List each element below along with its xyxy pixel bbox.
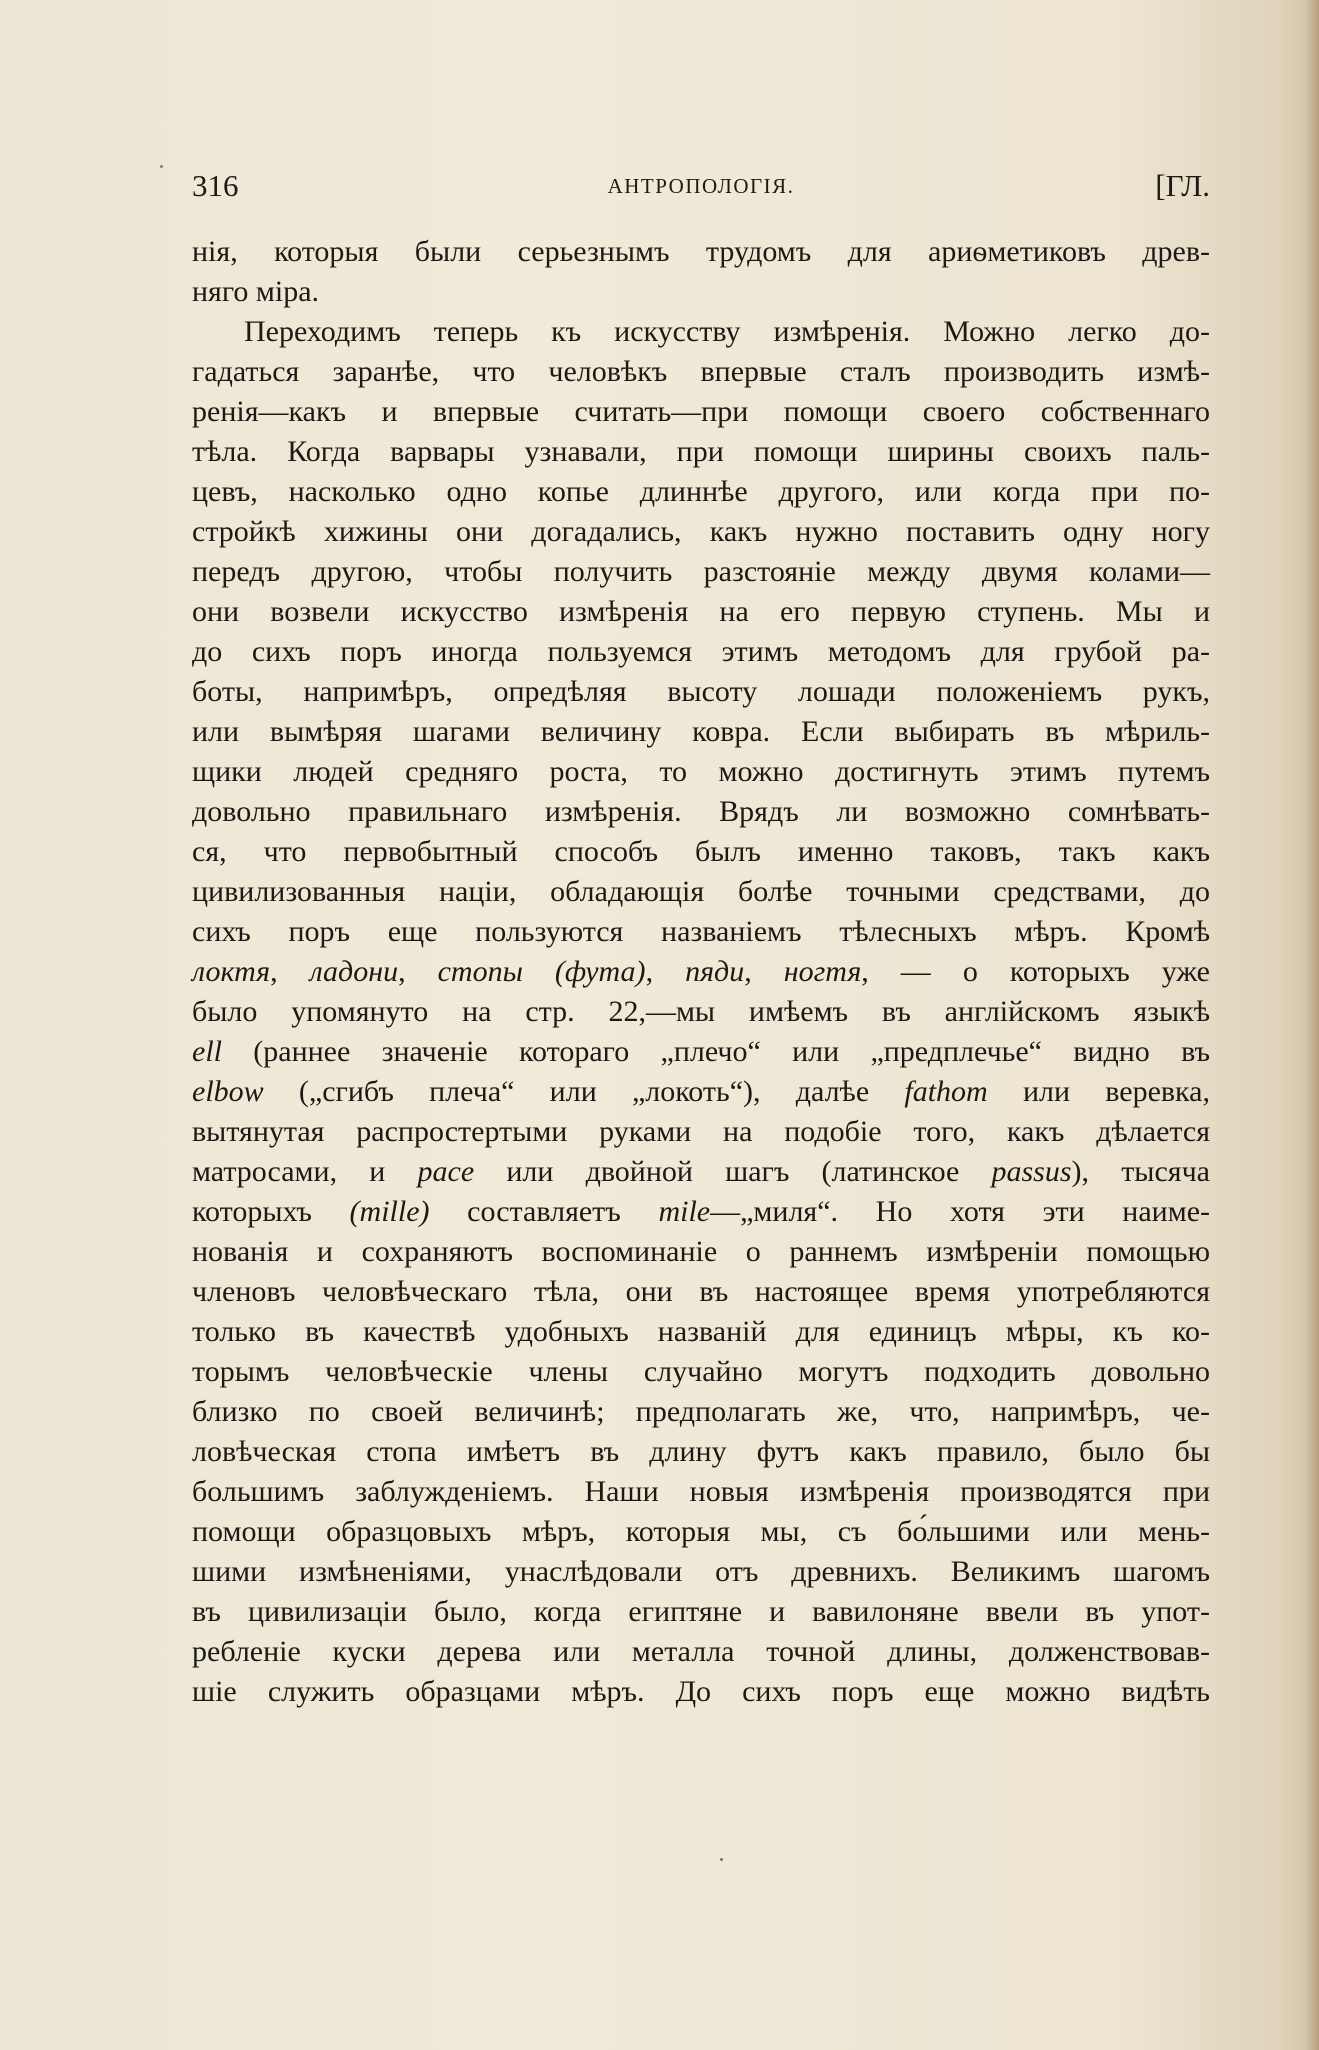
text-run: или двойной шагъ (латинское xyxy=(474,1155,992,1188)
text-line xyxy=(192,232,1210,272)
text-run: ловѣческая стопа имѣетъ въ длину футъ какъ правило, было бы xyxy=(192,1435,1210,1468)
italic-term: стопы (фута) xyxy=(437,955,646,988)
text-run: сихъ поръ еще пользуются названіемъ тѣлесныхъ мѣръ. Кромѣ xyxy=(192,915,1210,948)
text-line xyxy=(192,792,1210,832)
italic-term: mile xyxy=(658,1195,711,1228)
italic-term: pace xyxy=(417,1155,475,1188)
text-run: вытянутая распростертыми руками на подобіе того, какъ дѣлается xyxy=(192,1115,1210,1148)
text-run: передъ другою, чтобы получить разстояніе между двумя колами— xyxy=(192,555,1210,588)
text-line xyxy=(192,272,1210,312)
text-run: большимъ заблужденіемъ. Наши новыя измѣренія производятся при xyxy=(192,1475,1210,1508)
text-run: боты, напримѣръ, опредѣляя высоту лошади положеніемъ рукъ, xyxy=(192,675,1210,708)
text-run: или вымѣряя шагами величину ковра. Если выбирать въ мѣриль- xyxy=(192,715,1210,748)
chapter-mark: [ГЛ. xyxy=(1155,168,1210,203)
text-run: гадаться заранѣе, что человѣкъ впервые сталъ производить измѣ- xyxy=(192,355,1210,388)
text-run: (раннее значеніе котораго „плечо“ или „предплечье“ видно въ xyxy=(222,1035,1210,1068)
body-text xyxy=(192,232,1210,1712)
text-line xyxy=(192,752,1210,792)
text-line xyxy=(192,1512,1210,1552)
page-header xyxy=(192,168,1210,208)
text-line xyxy=(192,1112,1210,1152)
text-run: было упомянуто на стр. 22,—мы имѣемъ въ англійскомъ языкѣ xyxy=(192,995,1210,1028)
text-line xyxy=(192,1192,1210,1232)
text-run: шими измѣненіями, унаслѣдовали отъ древнихъ. Великимъ шагомъ xyxy=(192,1555,1210,1588)
italic-term: локтя xyxy=(192,955,271,988)
speck-mark xyxy=(720,1858,723,1861)
italic-term: (mille) xyxy=(349,1195,430,1228)
text-line xyxy=(192,352,1210,392)
text-run: няго міра. xyxy=(192,275,320,308)
text-run: щики людей средняго роста, то можно достигнуть этимъ путемъ xyxy=(192,755,1210,788)
text-run: составляетъ xyxy=(429,1195,659,1228)
text-run: стройкѣ хижины они догадались, какъ нужно поставить одну ногу xyxy=(192,515,1210,548)
text-line xyxy=(192,1552,1210,1592)
page-number: 316 xyxy=(192,168,239,203)
text-run: до сихъ поръ иногда пользуемся этимъ методомъ для грубой ра- xyxy=(192,635,1210,668)
italic-term: elbow xyxy=(192,1075,264,1108)
text-line xyxy=(192,1592,1210,1632)
text-line xyxy=(192,1632,1210,1672)
text-run: цивилизованныя націи, обладающія болѣе точными средствами, до xyxy=(192,875,1210,908)
text-run: только въ качествѣ удобныхъ названій для единицъ мѣры, къ ко- xyxy=(192,1315,1210,1348)
italic-term: ногтя xyxy=(783,955,862,988)
text-line xyxy=(192,1392,1210,1432)
paragraph-first-line xyxy=(192,312,1210,352)
italic-term: ell xyxy=(192,1035,222,1068)
text-run: —„миля“. Но хотя эти наиме- xyxy=(710,1195,1210,1228)
text-line xyxy=(192,912,1210,952)
text-line xyxy=(192,1672,1210,1712)
text-line xyxy=(192,392,1210,432)
page-edge-shadow xyxy=(1305,0,1319,2050)
text-line xyxy=(192,992,1210,1032)
text-run: нія, которыя были серьезнымъ трудомъ для ариѳметиковъ древ- xyxy=(192,235,1210,268)
text-run: или веревка, xyxy=(987,1075,1210,1108)
text-run: ), тысяча xyxy=(1071,1155,1210,1188)
text-line xyxy=(192,952,1210,992)
text-line xyxy=(192,712,1210,752)
text-line xyxy=(192,672,1210,712)
italic-term: passus xyxy=(991,1155,1072,1188)
text-line xyxy=(192,1432,1210,1472)
italic-term: fathom xyxy=(904,1075,988,1108)
text-line xyxy=(192,632,1210,672)
text-run: , xyxy=(645,955,686,988)
text-line xyxy=(192,832,1210,872)
text-line xyxy=(192,1312,1210,1352)
running-title: АНТРОПОЛОГІЯ. xyxy=(607,174,795,198)
text-run: („сгибъ плеча“ или „локоть“), далѣе xyxy=(263,1075,905,1108)
text-line xyxy=(192,1232,1210,1272)
text-line xyxy=(192,1152,1210,1192)
text-run: тѣла. Когда варвары узнавали, при помощи ширины своихъ паль- xyxy=(192,435,1210,468)
text-line xyxy=(192,1072,1210,1112)
text-line xyxy=(192,472,1210,512)
text-line xyxy=(192,592,1210,632)
text-run: Переходимъ теперь къ искусству измѣренія. Можно легко до- xyxy=(244,315,1210,348)
text-line xyxy=(192,432,1210,472)
text-line xyxy=(192,1032,1210,1072)
italic-term: пяди xyxy=(685,955,745,988)
text-line xyxy=(192,512,1210,552)
speck-mark xyxy=(160,165,163,168)
text-run: , xyxy=(744,955,784,988)
text-run: торымъ человѣческіе члены случайно могутъ подходить довольно xyxy=(192,1355,1210,1388)
text-line xyxy=(192,872,1210,912)
text-line xyxy=(192,1272,1210,1312)
text-run: , xyxy=(270,955,310,988)
text-run: , — о которыхъ уже xyxy=(861,955,1211,988)
text-line xyxy=(192,552,1210,592)
text-run: цевъ, насколько одно копье длиннѣе другого, или когда при по- xyxy=(192,475,1210,508)
text-run: они возвели искусство измѣренія на его первую ступень. Мы и xyxy=(192,595,1210,628)
text-run: нованія и сохраняютъ воспоминаніе о раннемъ измѣреніи помощью xyxy=(192,1235,1210,1268)
text-run: довольно правильнаго измѣренія. Врядъ ли возможно сомнѣвать- xyxy=(192,795,1210,828)
text-run: помощи образцовыхъ мѣръ, которыя мы, съ бо́льшими или мень- xyxy=(192,1515,1210,1548)
text-line xyxy=(192,1352,1210,1392)
italic-term: ладони xyxy=(309,955,399,988)
text-run: матросами, и xyxy=(192,1155,418,1188)
text-run: членовъ человѣческаго тѣла, они въ настоящее время употребляются xyxy=(192,1275,1210,1308)
text-run: ребленіе куски дерева или металла точной длины, долженствовав- xyxy=(192,1635,1210,1668)
text-run: , xyxy=(398,955,438,988)
text-run: ся, что первобытный способъ былъ именно таковъ, такъ какъ xyxy=(192,835,1210,868)
text-run: шіе служить образцами мѣръ. До сихъ поръ еще можно видѣть xyxy=(192,1675,1210,1708)
text-run: близко по своей величинѣ; предполагать же, что, напримѣръ, че- xyxy=(192,1395,1210,1428)
text-run: въ цивилизаціи было, когда египтяне и вавилоняне ввели въ упот- xyxy=(192,1595,1210,1628)
text-run: которыхъ xyxy=(192,1195,350,1228)
text-run: ренія—какъ и впервые считать—при помощи своего собственнаго xyxy=(192,395,1210,428)
text-line xyxy=(192,1472,1210,1512)
